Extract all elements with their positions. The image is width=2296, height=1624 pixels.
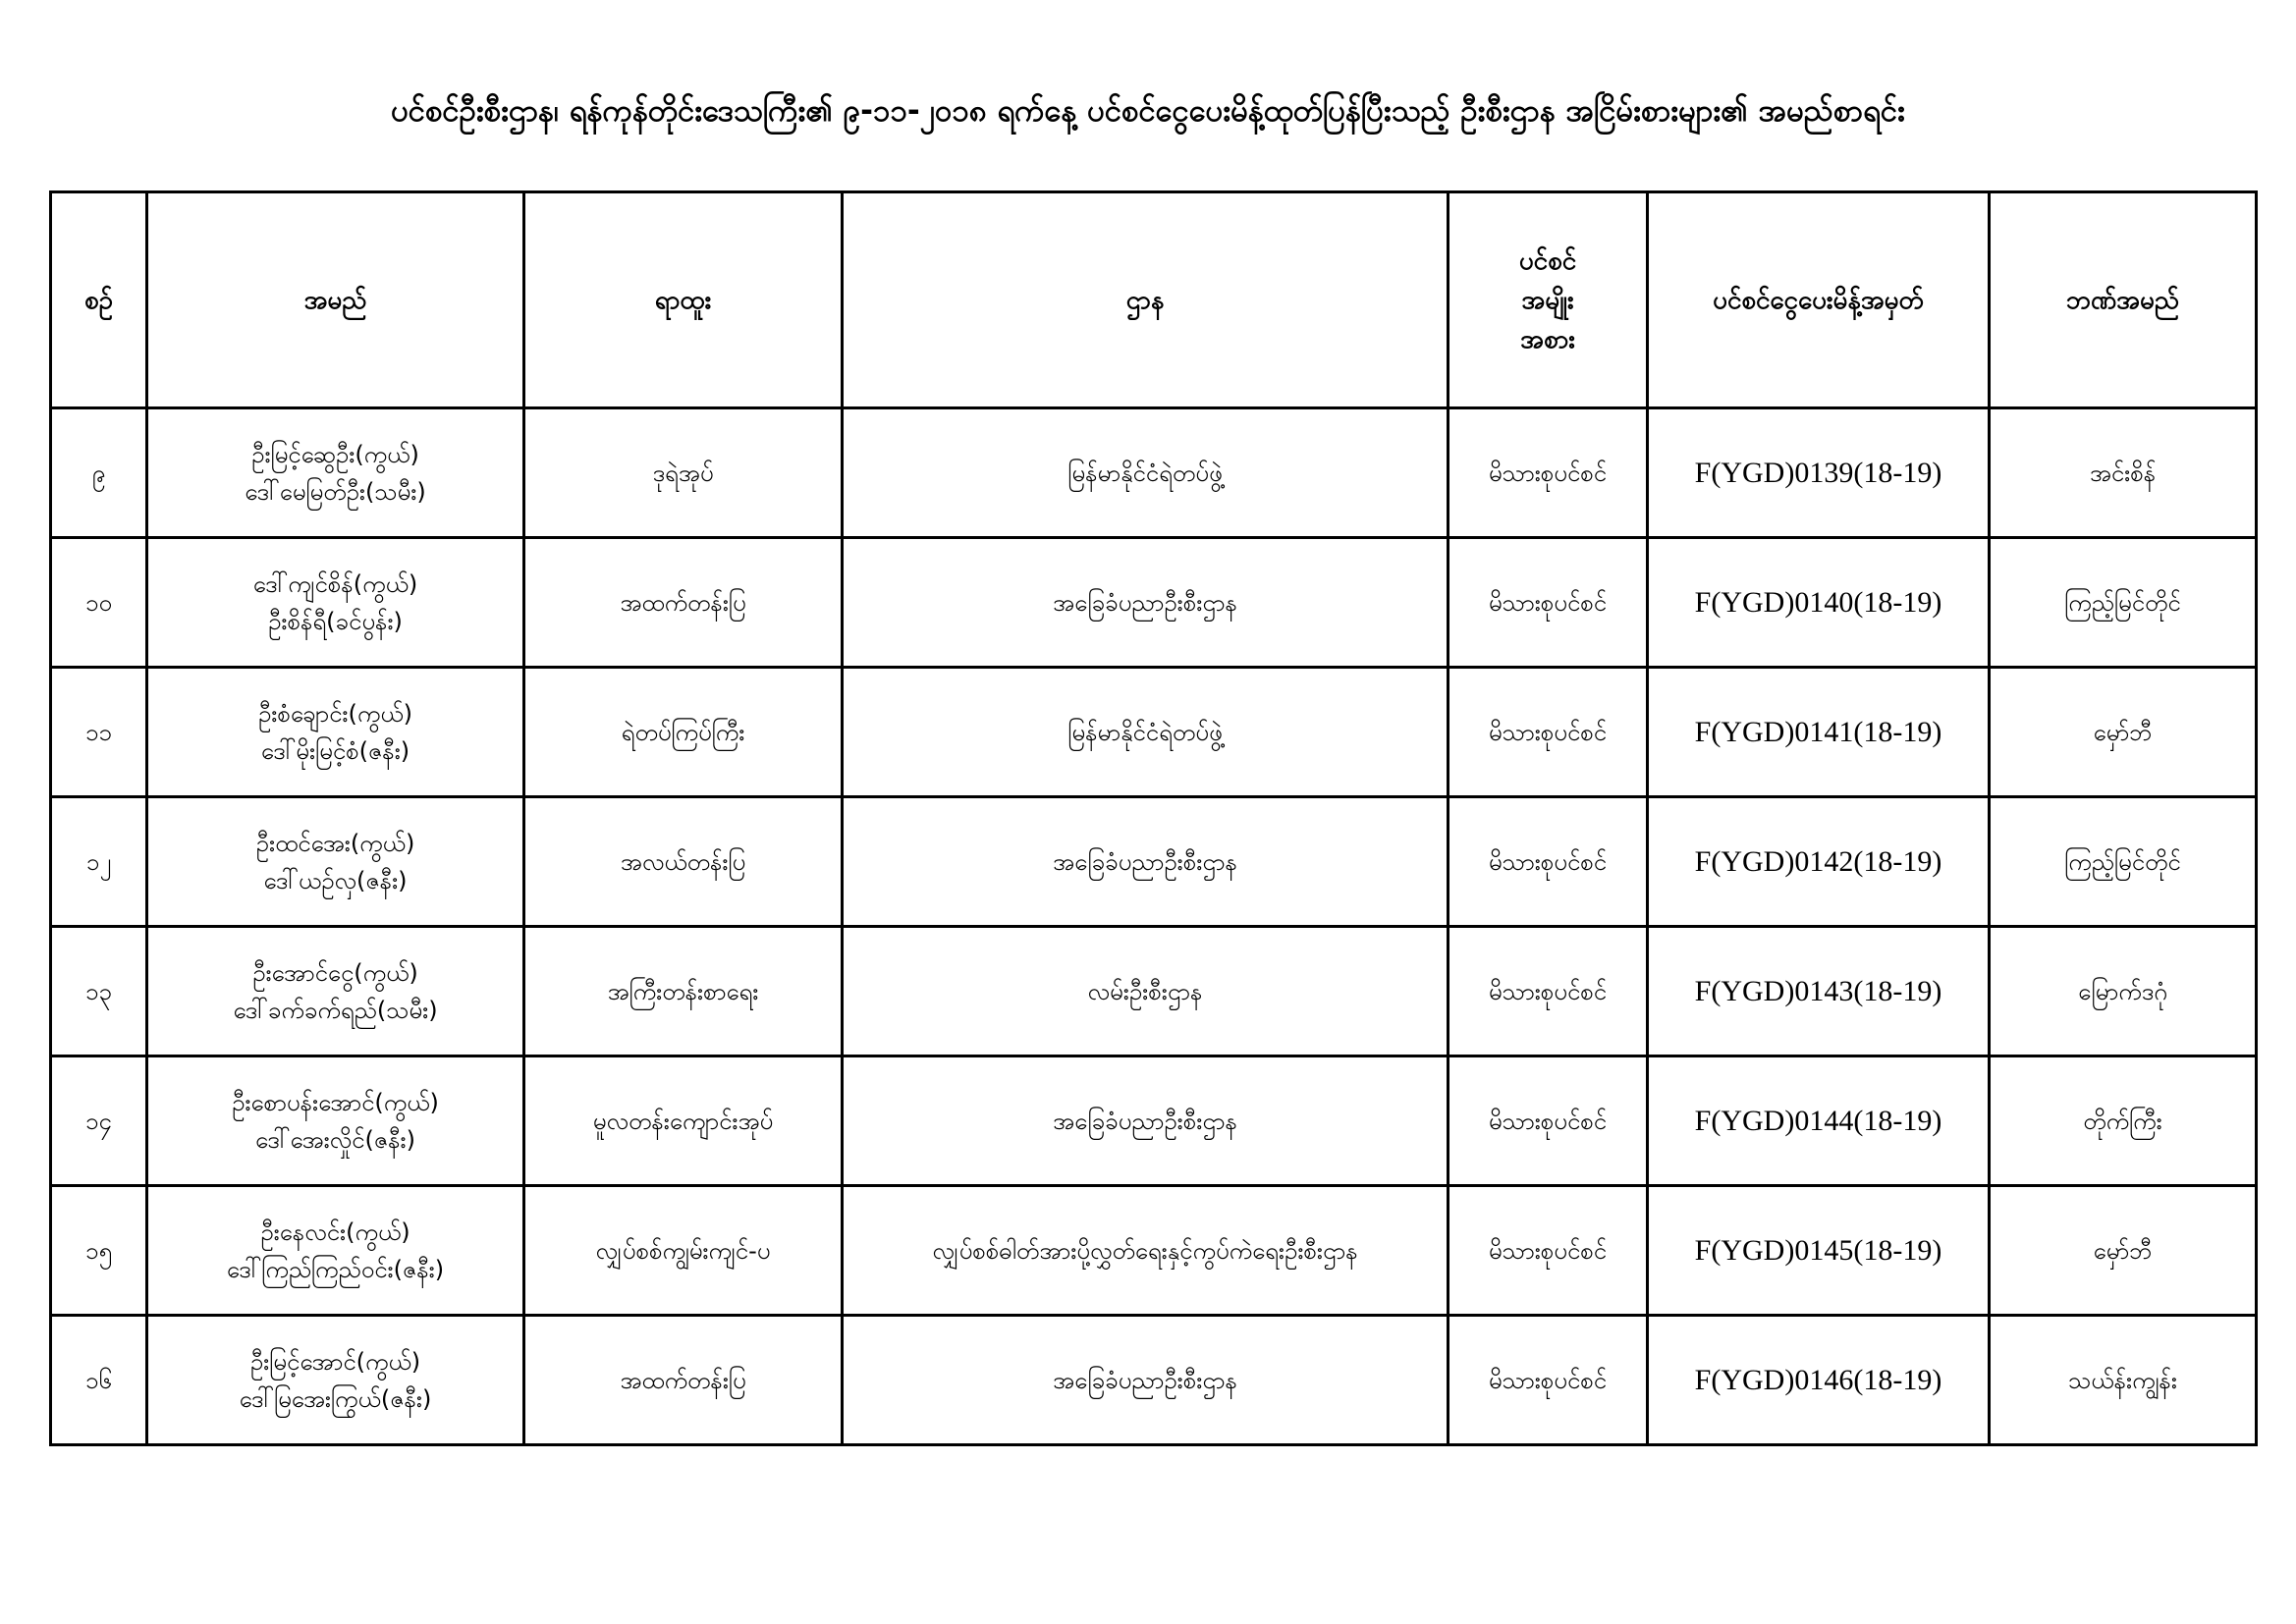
pension-order-no-cell: F(YGD)0146(18-19) (1648, 1316, 1990, 1445)
pension-type-cell: မိသားစုပင်စင် (1449, 408, 1648, 538)
serial-cell: ၉ (51, 408, 147, 538)
page-title: ပင်စင်ဦးစီးဌာန၊ ရန်ကုန်တိုင်းဒေသကြီး၏ ၉-၁၁-၂၀၁၈ ရက်နေ့ ပင်စင်ငွေပေးမိန့်ထုတ်ပြန်ပြီးသည့် ဦးစီးဌာန အငြိမ်းစားများ၏ အမည်စာရင်း (391, 93, 1905, 129)
header-rank: ရာထူး (524, 192, 843, 408)
treasury-cell: အင်းစိန် (1990, 408, 2257, 538)
serial-cell: ၁၃ (51, 927, 147, 1056)
serial-cell: ၁၂ (51, 797, 147, 927)
header-pension-type-line: အမျိုး (1521, 285, 1574, 315)
name-cell (147, 668, 524, 797)
table-row (51, 1316, 2257, 1445)
table-row (51, 668, 2257, 797)
table-row (51, 1056, 2257, 1186)
treasury-cell: မှော်ဘီ (1990, 668, 2257, 797)
pensioner-name: ဦးထင်အေး(ကွယ်) (255, 829, 415, 857)
name-cell (147, 797, 524, 927)
treasury-cell: တိုက်ကြီး (1990, 1056, 2257, 1186)
pensioner-name: ဦးမြင့်ဆွေဦး(ကွယ်) (251, 440, 419, 468)
recipient-name: ဒေါ်မေမြတ်ဦး(သမီး) (245, 477, 426, 506)
department-cell: အခြေခံပညာဦးစီးဌာန (843, 797, 1449, 927)
table-row (51, 538, 2257, 668)
pensioner-name: ဦးနေလင်း(ကွယ်) (260, 1218, 410, 1246)
department-cell: အခြေခံပညာဦးစီးဌာန (843, 1316, 1449, 1445)
header-treasury: ဘဏ်အမည် (1990, 192, 2257, 408)
recipient-name: ဒေါ်ယဉ်လှ(ဇနီး) (263, 866, 408, 894)
pension-order-no-cell: F(YGD)0142(18-19) (1648, 797, 1990, 927)
department-cell: မြန်မာနိုင်ငံရဲတပ်ဖွဲ့ (843, 408, 1449, 538)
pension-order-no-cell: F(YGD)0144(18-19) (1648, 1056, 1990, 1186)
treasury-cell: ကြည့်မြင်တိုင် (1990, 538, 2257, 668)
rank-cell: မူလတန်းကျောင်းအုပ် (524, 1056, 843, 1186)
rank-cell: အထက်တန်းပြ (524, 1316, 843, 1445)
name-cell (147, 1316, 524, 1445)
rank-cell: အကြီးတန်းစာရေး (524, 927, 843, 1056)
name-cell (147, 408, 524, 538)
department-cell: အခြေခံပညာဦးစီးဌာန (843, 1056, 1449, 1186)
name-cell (147, 927, 524, 1056)
pension-type-cell: မိသားစုပင်စင် (1449, 1186, 1648, 1316)
table-row (51, 408, 2257, 538)
treasury-cell: ကြည့်မြင်တိုင် (1990, 797, 2257, 927)
serial-cell: ၁၆ (51, 1316, 147, 1445)
header-pension-type-line: ပင်စင် (1518, 245, 1577, 276)
pensioner-name: ဦးအောင်ငွေ(ကွယ်) (252, 958, 418, 987)
pension-type-cell: မိသားစုပင်စင် (1449, 1056, 1648, 1186)
pension-order-no-cell: F(YGD)0143(18-19) (1648, 927, 1990, 1056)
pension-type-cell: မိသားစုပင်စင် (1449, 668, 1648, 797)
pension-type-cell: မိသားစုပင်စင် (1449, 797, 1648, 927)
treasury-cell: သယ်န်းကျွန်း (1990, 1316, 2257, 1445)
recipient-name: ဒေါ်ကြည်ကြည်ဝင်း(ဇနီး) (226, 1255, 445, 1283)
pension-list-table (49, 190, 2258, 1446)
table-row (51, 927, 2257, 1056)
header-pension-type-line: အစား (1520, 324, 1575, 354)
header-department: ဌာန (843, 192, 1449, 408)
rank-cell: အထက်တန်းပြ (524, 538, 843, 668)
pension-order-no-cell: F(YGD)0145(18-19) (1648, 1186, 1990, 1316)
treasury-cell: မှော်ဘီ (1990, 1186, 2257, 1316)
table-row (51, 797, 2257, 927)
header-pension-type (1449, 192, 1648, 408)
treasury-cell: မြောက်ဒဂုံ (1990, 927, 2257, 1056)
pension-order-no-cell: F(YGD)0140(18-19) (1648, 538, 1990, 668)
serial-cell: ၁၀ (51, 538, 147, 668)
pensioner-name: ဒေါ်ကျင်စိန်(ကွယ်) (252, 569, 418, 598)
header-pension-order-no: ပင်စင်ငွေပေးမိန့်အမှတ် (1648, 192, 1990, 408)
header-name: အမည် (147, 192, 524, 408)
rank-cell: ရဲတပ်ကြပ်ကြီး (524, 668, 843, 797)
rank-cell: အလယ်တန်းပြ (524, 797, 843, 927)
serial-cell: ၁၅ (51, 1186, 147, 1316)
rank-cell: လျှပ်စစ်ကျွမ်းကျင်-ပ (524, 1186, 843, 1316)
pension-type-cell: မိသားစုပင်စင် (1449, 927, 1648, 1056)
pension-type-cell: မိသားစုပင်စင် (1449, 538, 1648, 668)
pension-order-no-cell: F(YGD)0141(18-19) (1648, 668, 1990, 797)
header-serial: စဉ် (51, 192, 147, 408)
recipient-name: ဒေါ်ခက်ခက်ရည်(သမီး) (233, 996, 438, 1024)
department-cell: လျှပ်စစ်ဓါတ်အားပို့လွှတ်ရေးနှင့်ကွပ်ကဲရေးဦးစီးဌာန (843, 1186, 1449, 1316)
recipient-name: ဒေါ်အေးလှိုင်(ဇနီး) (255, 1125, 415, 1154)
pensioner-name: ဦးစောပန်းအောင်(ကွယ်) (232, 1088, 439, 1116)
name-cell (147, 1056, 524, 1186)
pension-order-no-cell: F(YGD)0139(18-19) (1648, 408, 1990, 538)
name-cell (147, 538, 524, 668)
serial-cell: ၁၄ (51, 1056, 147, 1186)
pension-type-cell: မိသားစုပင်စင် (1449, 1316, 1648, 1445)
recipient-name: ဒေါ်မိုးမြင့်စံ(ဇနီး) (260, 736, 410, 765)
department-cell: မြန်မာနိုင်ငံရဲတပ်ဖွဲ့ (843, 668, 1449, 797)
table-row (51, 1186, 2257, 1316)
recipient-name: ဦးစိန်ရီ(ခင်ပွန်း) (268, 607, 403, 635)
rank-cell: ဒုရဲအုပ် (524, 408, 843, 538)
recipient-name: ဒေါ်မြအေးကြွယ်(ဇနီး) (239, 1384, 432, 1413)
department-cell: အခြေခံပညာဦးစီးဌာန (843, 538, 1449, 668)
department-cell: လမ်းဦးစီးဌာန (843, 927, 1449, 1056)
name-cell (147, 1186, 524, 1316)
pensioner-name: ဦးစံချောင်း(ကွယ်) (257, 699, 413, 728)
table-header-row (51, 192, 2257, 408)
pensioner-name: ဦးမြင့်အောင်(ကွယ်) (249, 1347, 421, 1376)
serial-cell: ၁၁ (51, 668, 147, 797)
